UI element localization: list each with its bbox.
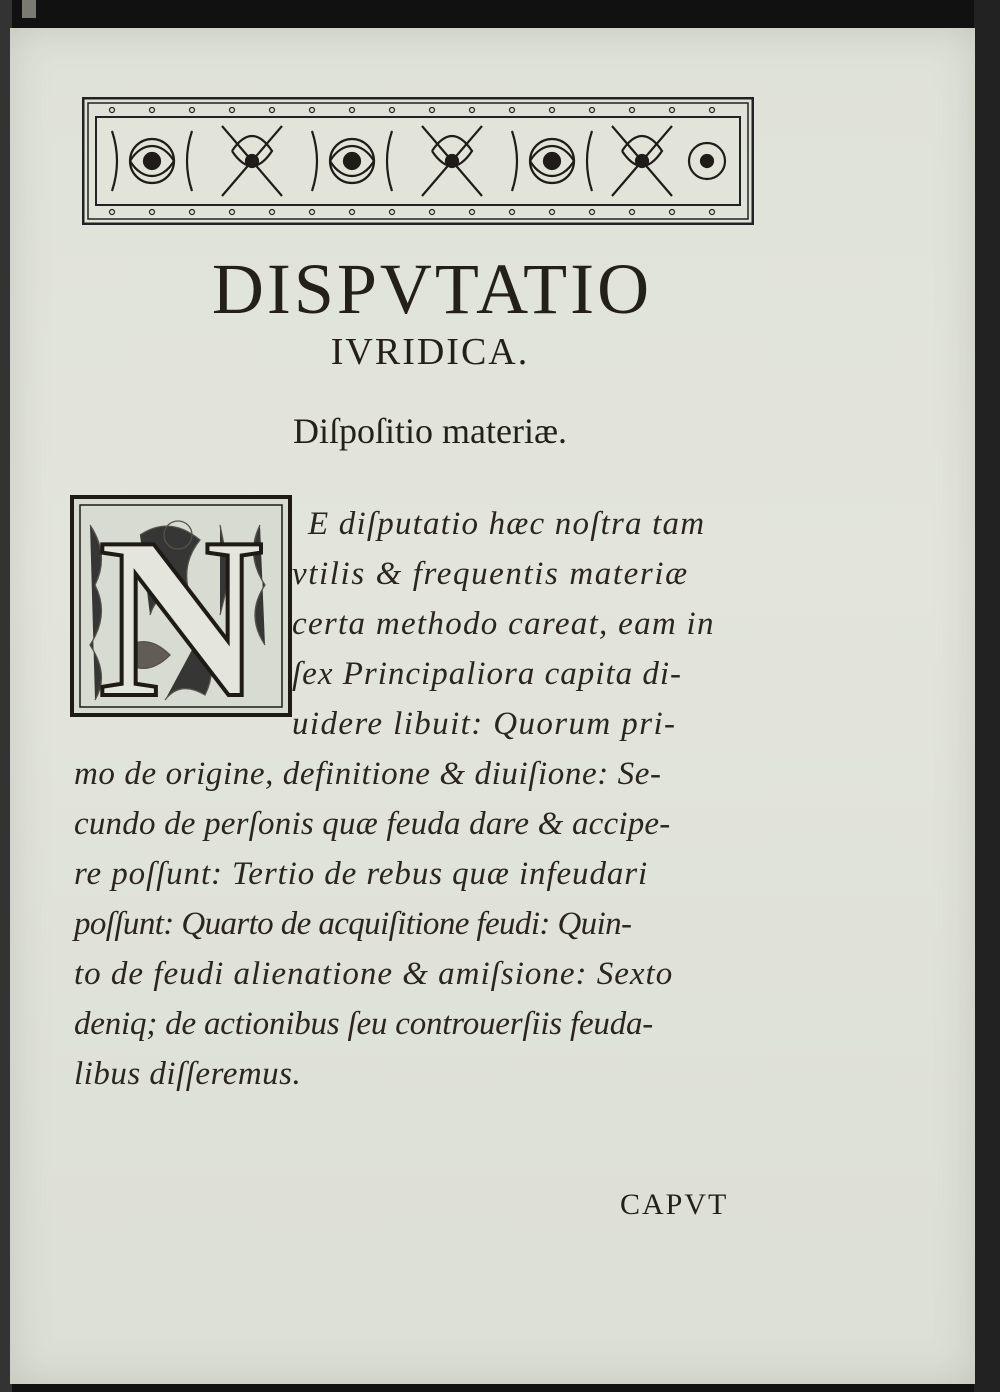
text-line: re poſſunt: Tertio de rebus quæ infeudari [74, 856, 649, 892]
text-line: E diſputatio hæc noſtra tam [308, 506, 706, 542]
text-line: poſſunt: Quarto de acquiſitione feudi: Quin- [74, 906, 632, 942]
book-page [10, 28, 975, 1384]
text-line: certa methodo careat, eam in [292, 606, 715, 642]
drop-cap-initial [70, 495, 292, 717]
scan-right-border [974, 0, 1000, 1392]
text-line: uidere libuit: Quorum pri- [292, 706, 677, 742]
section-heading: Diſpoſitio materiæ. [293, 411, 567, 451]
ornament-headpiece [82, 97, 754, 225]
text-line: deniq; de actionibus ſeu controuerſiis feuda- [74, 1006, 654, 1042]
text-line: mo de origine, definitione & diuiſione: Se- [74, 756, 662, 792]
text-line: libus diſſeremus. [74, 1056, 302, 1092]
catchword: CAPVT [620, 1188, 729, 1221]
page-subtitle: IVRIDICA. [330, 331, 530, 373]
drop-cap-letter: N [97, 495, 265, 717]
text-line: cundo de perſonis quæ feuda dare & accipe- [74, 806, 671, 842]
text-line: vtilis & frequentis materiæ [292, 556, 689, 592]
text-line: ſex Principaliora capita di- [292, 656, 683, 692]
page-title: DISPVTATIO [211, 249, 653, 329]
text-line: to de feudi alienatione & amiſsione: Sexto [74, 956, 674, 992]
scan-top-border [0, 0, 1000, 28]
scan-marker [22, 0, 36, 18]
